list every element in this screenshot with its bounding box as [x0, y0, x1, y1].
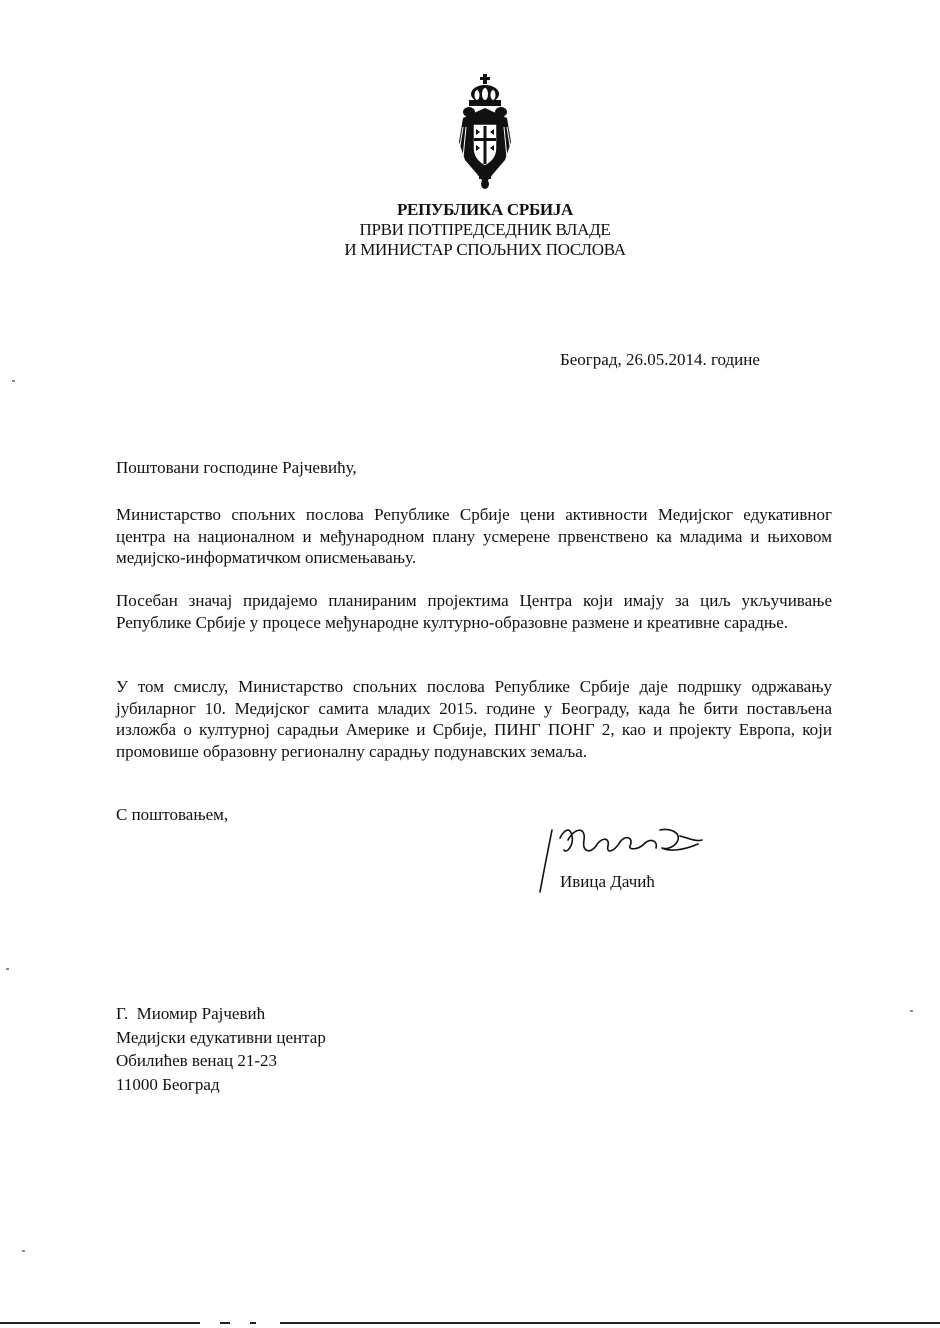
recipient-address — [116, 1002, 326, 1096]
scan-edge-line — [0, 1322, 940, 1324]
body-paragraph-3: У том смислу, Министарство спољних послова Републике Србије даје подршку одржавању јубиларног 10. Медијског самита младих 2015. године у Београду, када ће бити постављена изложба о културној сарадњи Америке и Србије, ПИНГ ПОНГ 2, као и пројекту Европа, који промовише образовну регионалну сарадњу подунавских земаља. — [116, 677, 832, 761]
scan-artifact — [22, 1250, 25, 1252]
letterhead — [270, 200, 700, 260]
scan-artifact — [12, 380, 15, 382]
body-paragraph-1: Министарство спољних послова Републике Србије цени активности Медијског едукативног центра на националном и међународном плану усмерене првенствено ка младима и њиховом медијско-информатичком описмењавању. — [116, 505, 832, 567]
address-line-2: Медијски едукативни центар — [116, 1027, 326, 1047]
address-line-3: Обилићев венац 21-23 — [116, 1051, 278, 1070]
address-line-1: Г. Миомир Рајчевић — [116, 1004, 266, 1023]
address-line-4: 11000 Београд — [116, 1074, 220, 1094]
coat-of-arms-icon — [455, 72, 515, 192]
closing: С поштовањем, — [116, 805, 229, 824]
salutation: Поштовани господине Рајчевићу, — [116, 458, 357, 477]
letter-date: Београд, 26.05.2014. године — [560, 350, 760, 369]
scan-artifact — [6, 968, 9, 970]
body-paragraph-2: Посебан значај придајемо планираним пројектима Центра који имају за циљ укључивање Републике Србије у процесе међународне културно-образовне размене и креативне сарадње. — [116, 591, 832, 632]
letterhead-line-2: ПРВИ ПОТПРЕДСЕДНИК ВЛАДЕ — [359, 220, 611, 239]
letterhead-line-3: И МИНИСТАР СПОЉНИХ ПОСЛОВА — [344, 240, 626, 259]
scan-artifact — [910, 1010, 913, 1012]
signer-name: Ивица Дачић — [560, 872, 655, 891]
letterhead-line-1: РЕПУБЛИКА СРБИЈА — [396, 200, 574, 219]
